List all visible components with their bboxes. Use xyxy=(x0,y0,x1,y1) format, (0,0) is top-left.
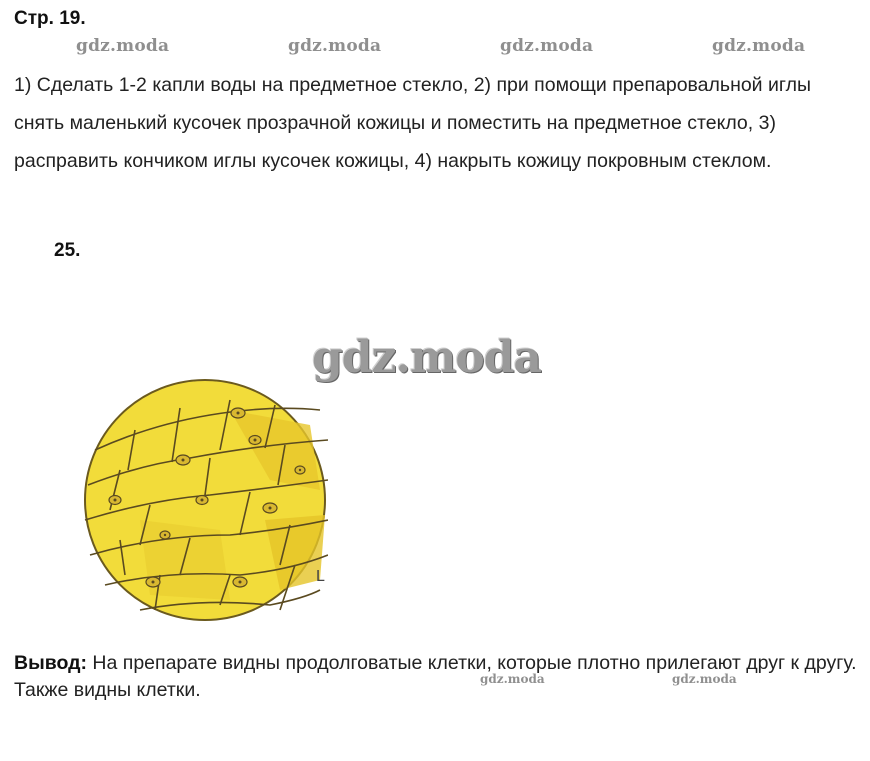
watermark: gdz.moda xyxy=(76,36,170,56)
watermark: gdz.moda xyxy=(480,672,545,686)
watermark: gdz.moda xyxy=(500,36,594,56)
conclusion-text: На препарате видны продолговатые клетки, которые плотно прилегают друг к другу. Также видны клетки. xyxy=(14,652,857,701)
task-number: 25. xyxy=(54,240,81,261)
page-heading: Стр. 19. xyxy=(14,8,86,29)
onion-skin-cells-figure xyxy=(80,370,340,630)
watermark: gdz.moda xyxy=(288,36,382,56)
watermark: gdz.moda xyxy=(712,36,806,56)
watermark: gdz.moda xyxy=(672,672,737,686)
watermark-large: gdz.moda xyxy=(312,332,542,383)
figure-side-label: L xyxy=(316,568,325,585)
instructions-text: 1) Сделать 1-2 капли воды на предметное стекло, 2) при помощи препаровальной иглы снять маленький кусочек прозрачной кожицы и поместить на предметное стекло, 3) расправить кончиком иглы кусочек кожицы, 4) накрыть кожицу покровным стеклом. xyxy=(14,74,811,172)
conclusion-label: Вывод: xyxy=(14,652,87,674)
